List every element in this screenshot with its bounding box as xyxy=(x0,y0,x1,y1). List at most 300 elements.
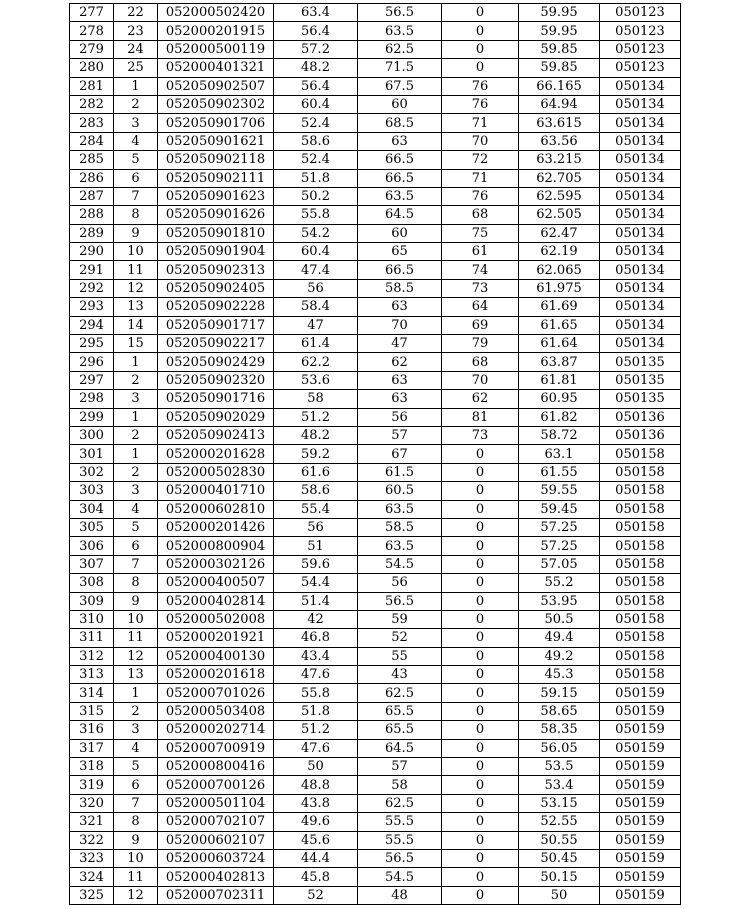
table-row xyxy=(70,151,681,169)
table-row xyxy=(70,500,681,518)
score-3-cell: 0 xyxy=(442,794,519,812)
total-score-cell: 53.95 xyxy=(519,592,600,610)
position-code-cell: 050158 xyxy=(600,555,681,573)
rank-cell: 6 xyxy=(114,169,158,187)
rank-cell: 11 xyxy=(114,261,158,279)
sequence-cell: 311 xyxy=(70,629,114,647)
sequence-cell: 280 xyxy=(70,59,114,77)
score-1-cell: 47.6 xyxy=(274,666,358,684)
total-score-cell: 57.25 xyxy=(519,518,600,536)
sequence-cell: 320 xyxy=(70,794,114,812)
score-1-cell: 55.8 xyxy=(274,684,358,702)
score-3-cell: 0 xyxy=(442,868,519,886)
rank-cell: 9 xyxy=(114,592,158,610)
position-code-cell: 050134 xyxy=(600,224,681,242)
score-3-cell: 79 xyxy=(442,335,519,353)
exam-id-cell: 052000401710 xyxy=(158,482,274,500)
score-3-cell: 0 xyxy=(442,537,519,555)
rank-cell: 12 xyxy=(114,279,158,297)
score-3-cell: 0 xyxy=(442,518,519,536)
score-1-cell: 59.2 xyxy=(274,445,358,463)
position-code-cell: 050159 xyxy=(600,794,681,812)
exam-id-cell: 052000500119 xyxy=(158,40,274,58)
sequence-cell: 295 xyxy=(70,335,114,353)
table-row xyxy=(70,298,681,316)
score-1-cell: 51 xyxy=(274,537,358,555)
position-code-cell: 050136 xyxy=(600,408,681,426)
exam-id-cell: 052050901623 xyxy=(158,187,274,205)
score-2-cell: 56.5 xyxy=(358,592,442,610)
total-score-cell: 63.87 xyxy=(519,353,600,371)
score-2-cell: 63 xyxy=(358,390,442,408)
exam-id-cell: 052000401321 xyxy=(158,59,274,77)
position-code-cell: 050158 xyxy=(600,666,681,684)
score-3-cell: 62 xyxy=(442,390,519,408)
exam-id-cell: 052000502008 xyxy=(158,610,274,628)
score-1-cell: 60.4 xyxy=(274,95,358,113)
score-2-cell: 68.5 xyxy=(358,114,442,132)
score-2-cell: 63.5 xyxy=(358,537,442,555)
total-score-cell: 61.55 xyxy=(519,463,600,481)
table-row xyxy=(70,813,681,831)
rank-cell: 7 xyxy=(114,794,158,812)
total-score-cell: 62.19 xyxy=(519,243,600,261)
table-row xyxy=(70,316,681,334)
score-2-cell: 60 xyxy=(358,95,442,113)
sequence-cell: 290 xyxy=(70,243,114,261)
table-row xyxy=(70,610,681,628)
position-code-cell: 050159 xyxy=(600,868,681,886)
score-3-cell: 75 xyxy=(442,224,519,242)
score-table-body xyxy=(70,4,681,905)
sequence-cell: 324 xyxy=(70,868,114,886)
sequence-cell: 313 xyxy=(70,666,114,684)
sequence-cell: 277 xyxy=(70,4,114,22)
total-score-cell: 59.45 xyxy=(519,500,600,518)
total-score-cell: 62.47 xyxy=(519,224,600,242)
position-code-cell: 050159 xyxy=(600,849,681,867)
table-row xyxy=(70,243,681,261)
sequence-cell: 304 xyxy=(70,500,114,518)
sequence-cell: 298 xyxy=(70,390,114,408)
exam-id-cell: 052050902429 xyxy=(158,353,274,371)
score-2-cell: 66.5 xyxy=(358,261,442,279)
score-3-cell: 76 xyxy=(442,187,519,205)
position-code-cell: 050134 xyxy=(600,279,681,297)
score-3-cell: 0 xyxy=(442,758,519,776)
score-3-cell: 0 xyxy=(442,721,519,739)
sequence-cell: 305 xyxy=(70,518,114,536)
sequence-cell: 291 xyxy=(70,261,114,279)
score-1-cell: 53.6 xyxy=(274,371,358,389)
total-score-cell: 61.81 xyxy=(519,371,600,389)
rank-cell: 2 xyxy=(114,426,158,444)
table-row xyxy=(70,390,681,408)
sequence-cell: 297 xyxy=(70,371,114,389)
score-2-cell: 67 xyxy=(358,445,442,463)
score-2-cell: 71.5 xyxy=(358,59,442,77)
position-code-cell: 050158 xyxy=(600,482,681,500)
exam-id-cell: 052050902228 xyxy=(158,298,274,316)
sequence-cell: 323 xyxy=(70,849,114,867)
score-2-cell: 62 xyxy=(358,353,442,371)
table-row xyxy=(70,666,681,684)
table-row xyxy=(70,702,681,720)
score-2-cell: 57 xyxy=(358,758,442,776)
score-3-cell: 0 xyxy=(442,500,519,518)
total-score-cell: 50.15 xyxy=(519,868,600,886)
score-2-cell: 64.5 xyxy=(358,206,442,224)
score-2-cell: 63 xyxy=(358,298,442,316)
exam-id-cell: 052000603724 xyxy=(158,849,274,867)
sequence-cell: 286 xyxy=(70,169,114,187)
rank-cell: 1 xyxy=(114,77,158,95)
score-2-cell: 55 xyxy=(358,647,442,665)
table-row xyxy=(70,482,681,500)
total-score-cell: 63.1 xyxy=(519,445,600,463)
table-row xyxy=(70,574,681,592)
exam-id-cell: 052050901706 xyxy=(158,114,274,132)
table-row xyxy=(70,794,681,812)
sequence-cell: 312 xyxy=(70,647,114,665)
score-2-cell: 63 xyxy=(358,132,442,150)
sequence-cell: 294 xyxy=(70,316,114,334)
score-1-cell: 61.4 xyxy=(274,335,358,353)
rank-cell: 3 xyxy=(114,482,158,500)
table-row xyxy=(70,4,681,22)
rank-cell: 4 xyxy=(114,500,158,518)
score-1-cell: 51.4 xyxy=(274,592,358,610)
total-score-cell: 55.2 xyxy=(519,574,600,592)
score-2-cell: 60 xyxy=(358,224,442,242)
score-1-cell: 55.4 xyxy=(274,500,358,518)
score-3-cell: 68 xyxy=(442,206,519,224)
sequence-cell: 314 xyxy=(70,684,114,702)
exam-id-cell: 052000701026 xyxy=(158,684,274,702)
score-3-cell: 68 xyxy=(442,353,519,371)
position-code-cell: 050159 xyxy=(600,813,681,831)
sequence-cell: 319 xyxy=(70,776,114,794)
position-code-cell: 050136 xyxy=(600,426,681,444)
position-code-cell: 050123 xyxy=(600,59,681,77)
score-1-cell: 60.4 xyxy=(274,243,358,261)
sequence-cell: 283 xyxy=(70,114,114,132)
score-3-cell: 0 xyxy=(442,629,519,647)
position-code-cell: 050159 xyxy=(600,886,681,904)
rank-cell: 8 xyxy=(114,574,158,592)
score-1-cell: 49.6 xyxy=(274,813,358,831)
score-sheet xyxy=(69,3,681,905)
total-score-cell: 58.65 xyxy=(519,702,600,720)
total-score-cell: 63.215 xyxy=(519,151,600,169)
total-score-cell: 57.25 xyxy=(519,537,600,555)
table-row xyxy=(70,371,681,389)
position-code-cell: 050158 xyxy=(600,629,681,647)
sequence-cell: 282 xyxy=(70,95,114,113)
score-2-cell: 56.5 xyxy=(358,849,442,867)
score-2-cell: 58.5 xyxy=(358,518,442,536)
rank-cell: 13 xyxy=(114,298,158,316)
rank-cell: 3 xyxy=(114,114,158,132)
table-row xyxy=(70,114,681,132)
score-3-cell: 0 xyxy=(442,40,519,58)
score-3-cell: 0 xyxy=(442,702,519,720)
score-3-cell: 0 xyxy=(442,647,519,665)
table-row xyxy=(70,335,681,353)
rank-cell: 12 xyxy=(114,647,158,665)
score-3-cell: 0 xyxy=(442,813,519,831)
score-1-cell: 59.6 xyxy=(274,555,358,573)
score-1-cell: 48.2 xyxy=(274,426,358,444)
exam-id-cell: 052000202714 xyxy=(158,721,274,739)
score-2-cell: 61.5 xyxy=(358,463,442,481)
exam-id-cell: 052050902217 xyxy=(158,335,274,353)
exam-id-cell: 052050901904 xyxy=(158,243,274,261)
score-2-cell: 57 xyxy=(358,426,442,444)
score-1-cell: 54.2 xyxy=(274,224,358,242)
exam-id-cell: 052050901717 xyxy=(158,316,274,334)
table-row xyxy=(70,59,681,77)
sequence-cell: 321 xyxy=(70,813,114,831)
exam-id-cell: 052050901810 xyxy=(158,224,274,242)
total-score-cell: 59.55 xyxy=(519,482,600,500)
exam-id-cell: 052000400130 xyxy=(158,647,274,665)
score-3-cell: 76 xyxy=(442,95,519,113)
total-score-cell: 62.705 xyxy=(519,169,600,187)
rank-cell: 8 xyxy=(114,813,158,831)
table-row xyxy=(70,261,681,279)
score-2-cell: 60.5 xyxy=(358,482,442,500)
score-3-cell: 70 xyxy=(442,371,519,389)
score-3-cell: 69 xyxy=(442,316,519,334)
sequence-cell: 303 xyxy=(70,482,114,500)
score-3-cell: 0 xyxy=(442,59,519,77)
exam-id-cell: 052000302126 xyxy=(158,555,274,573)
position-code-cell: 050159 xyxy=(600,721,681,739)
score-1-cell: 43.8 xyxy=(274,794,358,812)
total-score-cell: 56.05 xyxy=(519,739,600,757)
score-1-cell: 55.8 xyxy=(274,206,358,224)
position-code-cell: 050159 xyxy=(600,739,681,757)
position-code-cell: 050134 xyxy=(600,77,681,95)
sequence-cell: 302 xyxy=(70,463,114,481)
score-3-cell: 73 xyxy=(442,426,519,444)
position-code-cell: 050134 xyxy=(600,206,681,224)
total-score-cell: 63.56 xyxy=(519,132,600,150)
position-code-cell: 050159 xyxy=(600,758,681,776)
score-1-cell: 54.4 xyxy=(274,574,358,592)
sequence-cell: 322 xyxy=(70,831,114,849)
table-row xyxy=(70,831,681,849)
position-code-cell: 050134 xyxy=(600,335,681,353)
rank-cell: 4 xyxy=(114,132,158,150)
exam-id-cell: 052050902507 xyxy=(158,77,274,95)
score-1-cell: 56 xyxy=(274,279,358,297)
score-3-cell: 64 xyxy=(442,298,519,316)
rank-cell: 9 xyxy=(114,831,158,849)
exam-id-cell: 052000503408 xyxy=(158,702,274,720)
score-3-cell: 0 xyxy=(442,831,519,849)
score-2-cell: 43 xyxy=(358,666,442,684)
position-code-cell: 050135 xyxy=(600,371,681,389)
total-score-cell: 66.165 xyxy=(519,77,600,95)
table-row xyxy=(70,629,681,647)
sequence-cell: 296 xyxy=(70,353,114,371)
score-3-cell: 0 xyxy=(442,463,519,481)
rank-cell: 7 xyxy=(114,555,158,573)
sequence-cell: 279 xyxy=(70,40,114,58)
exam-id-cell: 052000201628 xyxy=(158,445,274,463)
total-score-cell: 61.65 xyxy=(519,316,600,334)
position-code-cell: 050134 xyxy=(600,132,681,150)
rank-cell: 1 xyxy=(114,684,158,702)
score-2-cell: 65.5 xyxy=(358,702,442,720)
total-score-cell: 59.85 xyxy=(519,59,600,77)
exam-id-cell: 052000700126 xyxy=(158,776,274,794)
exam-id-cell: 052000800416 xyxy=(158,758,274,776)
sequence-cell: 293 xyxy=(70,298,114,316)
total-score-cell: 62.065 xyxy=(519,261,600,279)
rank-cell: 2 xyxy=(114,371,158,389)
exam-id-cell: 052000201921 xyxy=(158,629,274,647)
rank-cell: 11 xyxy=(114,868,158,886)
rank-cell: 5 xyxy=(114,758,158,776)
table-row xyxy=(70,408,681,426)
score-3-cell: 0 xyxy=(442,776,519,794)
rank-cell: 1 xyxy=(114,353,158,371)
total-score-cell: 49.4 xyxy=(519,629,600,647)
score-1-cell: 47.6 xyxy=(274,739,358,757)
total-score-cell: 49.2 xyxy=(519,647,600,665)
score-1-cell: 51.2 xyxy=(274,408,358,426)
table-row xyxy=(70,95,681,113)
sequence-cell: 317 xyxy=(70,739,114,757)
score-3-cell: 0 xyxy=(442,739,519,757)
rank-cell: 10 xyxy=(114,610,158,628)
score-1-cell: 42 xyxy=(274,610,358,628)
rank-cell: 11 xyxy=(114,629,158,647)
exam-id-cell: 052050902405 xyxy=(158,279,274,297)
position-code-cell: 050158 xyxy=(600,500,681,518)
exam-id-cell: 052000602107 xyxy=(158,831,274,849)
exam-id-cell: 052000201426 xyxy=(158,518,274,536)
exam-id-cell: 052000700919 xyxy=(158,739,274,757)
position-code-cell: 050134 xyxy=(600,298,681,316)
score-1-cell: 56.4 xyxy=(274,77,358,95)
total-score-cell: 50.55 xyxy=(519,831,600,849)
score-1-cell: 45.6 xyxy=(274,831,358,849)
table-row xyxy=(70,463,681,481)
sequence-cell: 288 xyxy=(70,206,114,224)
exam-id-cell: 052000402813 xyxy=(158,868,274,886)
total-score-cell: 53.15 xyxy=(519,794,600,812)
score-2-cell: 59 xyxy=(358,610,442,628)
score-3-cell: 0 xyxy=(442,445,519,463)
score-3-cell: 76 xyxy=(442,77,519,95)
score-2-cell: 62.5 xyxy=(358,684,442,702)
score-1-cell: 48.2 xyxy=(274,59,358,77)
sequence-cell: 278 xyxy=(70,22,114,40)
sequence-cell: 306 xyxy=(70,537,114,555)
score-2-cell: 62.5 xyxy=(358,794,442,812)
position-code-cell: 050134 xyxy=(600,95,681,113)
sequence-cell: 289 xyxy=(70,224,114,242)
rank-cell: 6 xyxy=(114,537,158,555)
table-row xyxy=(70,22,681,40)
sequence-cell: 285 xyxy=(70,151,114,169)
position-code-cell: 050159 xyxy=(600,684,681,702)
score-3-cell: 0 xyxy=(442,592,519,610)
sequence-cell: 310 xyxy=(70,610,114,628)
score-2-cell: 65.5 xyxy=(358,721,442,739)
position-code-cell: 050158 xyxy=(600,592,681,610)
score-1-cell: 62.2 xyxy=(274,353,358,371)
score-1-cell: 47 xyxy=(274,316,358,334)
position-code-cell: 050159 xyxy=(600,831,681,849)
score-1-cell: 52 xyxy=(274,886,358,904)
total-score-cell: 59.95 xyxy=(519,4,600,22)
table-row xyxy=(70,77,681,95)
score-1-cell: 58 xyxy=(274,390,358,408)
score-2-cell: 58 xyxy=(358,776,442,794)
table-row xyxy=(70,537,681,555)
position-code-cell: 050158 xyxy=(600,647,681,665)
exam-id-cell: 052000501104 xyxy=(158,794,274,812)
score-1-cell: 43.4 xyxy=(274,647,358,665)
rank-cell: 2 xyxy=(114,463,158,481)
score-1-cell: 44.4 xyxy=(274,849,358,867)
score-3-cell: 72 xyxy=(442,151,519,169)
table-row xyxy=(70,684,681,702)
rank-cell: 12 xyxy=(114,886,158,904)
table-row xyxy=(70,868,681,886)
table-row xyxy=(70,592,681,610)
exam-id-cell: 052000502420 xyxy=(158,4,274,22)
exam-id-cell: 052000602810 xyxy=(158,500,274,518)
score-2-cell: 47 xyxy=(358,335,442,353)
table-row xyxy=(70,206,681,224)
score-2-cell: 63.5 xyxy=(358,187,442,205)
score-2-cell: 52 xyxy=(358,629,442,647)
score-2-cell: 55.5 xyxy=(358,813,442,831)
position-code-cell: 050158 xyxy=(600,463,681,481)
sequence-cell: 316 xyxy=(70,721,114,739)
score-2-cell: 63 xyxy=(358,371,442,389)
score-1-cell: 51.8 xyxy=(274,702,358,720)
total-score-cell: 50 xyxy=(519,886,600,904)
score-3-cell: 0 xyxy=(442,610,519,628)
score-2-cell: 56 xyxy=(358,408,442,426)
table-row xyxy=(70,40,681,58)
exam-id-cell: 052000402814 xyxy=(158,592,274,610)
position-code-cell: 050135 xyxy=(600,390,681,408)
score-3-cell: 0 xyxy=(442,666,519,684)
exam-id-cell: 052050901621 xyxy=(158,132,274,150)
score-1-cell: 63.4 xyxy=(274,4,358,22)
sequence-cell: 325 xyxy=(70,886,114,904)
score-2-cell: 65 xyxy=(358,243,442,261)
total-score-cell: 59.15 xyxy=(519,684,600,702)
sequence-cell: 292 xyxy=(70,279,114,297)
total-score-cell: 53.4 xyxy=(519,776,600,794)
exam-id-cell: 052000201618 xyxy=(158,666,274,684)
total-score-cell: 57.05 xyxy=(519,555,600,573)
rank-cell: 5 xyxy=(114,518,158,536)
rank-cell: 1 xyxy=(114,408,158,426)
exam-id-cell: 052050902302 xyxy=(158,95,274,113)
table-row xyxy=(70,758,681,776)
table-row xyxy=(70,849,681,867)
